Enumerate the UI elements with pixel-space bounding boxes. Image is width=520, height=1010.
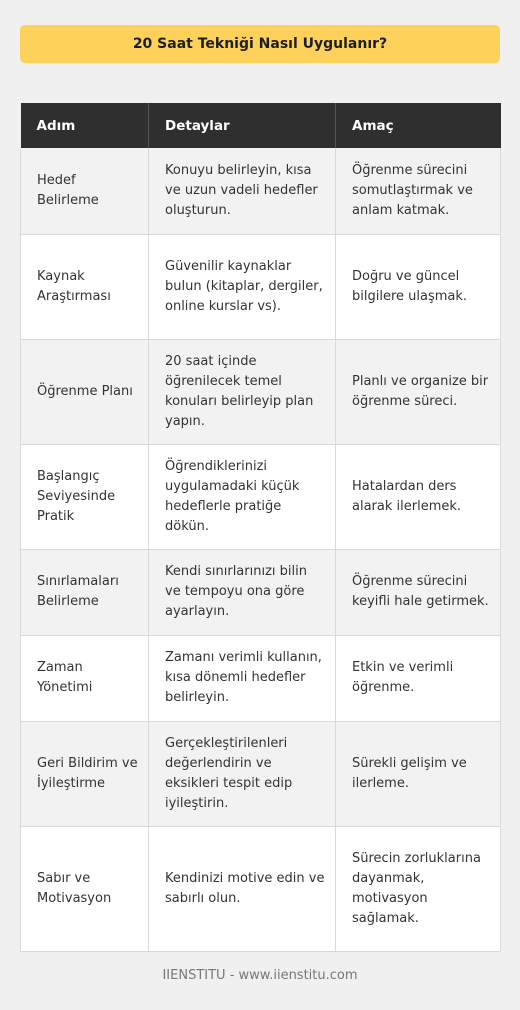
- cell-details: Kendi sınırlarınızı bilin ve tempoyu ona göre ayarlayın.: [149, 549, 336, 635]
- table-row: [21, 148, 501, 234]
- cell-step: Zaman Yönetimi: [21, 635, 149, 721]
- header-details: Detaylar: [149, 103, 336, 148]
- table-row: [21, 826, 501, 951]
- header-purpose: Amaç: [336, 103, 501, 148]
- cell-details: Kendinizi motive edin ve sabırlı olun.: [149, 826, 336, 951]
- table-row: [21, 721, 501, 826]
- cell-step: Başlangıç Seviyesinde Pratik: [21, 444, 149, 549]
- cell-details: Güvenilir kaynaklar bulun (kitaplar, dergiler, online kurslar vs).: [149, 234, 336, 339]
- page-title: 20 Saat Tekniği Nasıl Uygulanır?: [20, 25, 500, 63]
- cell-purpose: Doğru ve güncel bilgilere ulaşmak.: [336, 234, 501, 339]
- table-row: [21, 549, 501, 635]
- cell-step: Hedef Belirleme: [21, 148, 149, 234]
- table-row: [21, 444, 501, 549]
- cell-details: Gerçekleştirilenleri değerlendirin ve eksikleri tespit edip iyileştirin.: [149, 721, 336, 826]
- cell-purpose: Sürecin zorluklarına dayanmak, motivasyon sağlamak.: [336, 826, 501, 951]
- cell-step: Sabır ve Motivasyon: [21, 826, 149, 951]
- table-row: [21, 234, 501, 339]
- cell-purpose: Planlı ve organize bir öğrenme süreci.: [336, 339, 501, 444]
- table-row: [21, 635, 501, 721]
- cell-step: Geri Bildirim ve İyileştirme: [21, 721, 149, 826]
- cell-details: Konuyu belirleyin, kısa ve uzun vadeli hedefler oluşturun.: [149, 148, 336, 234]
- header-step: Adım: [21, 103, 149, 148]
- cell-purpose: Etkin ve verimli öğrenme.: [336, 635, 501, 721]
- table-header-row: [21, 103, 501, 148]
- cell-purpose: Sürekli gelişim ve ilerleme.: [336, 721, 501, 826]
- table-row: [21, 339, 501, 444]
- cell-details: 20 saat içinde öğrenilecek temel konuları belirleyip plan yapın.: [149, 339, 336, 444]
- cell-purpose: Öğrenme sürecini keyifli hale getirmek.: [336, 549, 501, 635]
- cell-step: Sınırlamaları Belirleme: [21, 549, 149, 635]
- cell-details: Zamanı verimli kullanın, kısa dönemli hedefler belirleyin.: [149, 635, 336, 721]
- cell-purpose: Öğrenme sürecini somutlaştırmak ve anlam katmak.: [336, 148, 501, 234]
- cell-step: Kaynak Araştırması: [21, 234, 149, 339]
- footer-credit: IIENSTITU - www.iienstitu.com: [162, 968, 358, 983]
- cell-step: Öğrenme Planı: [21, 339, 149, 444]
- cell-purpose: Hatalardan ders alarak ilerlemek.: [336, 444, 501, 549]
- steps-table: [20, 103, 501, 952]
- cell-details: Öğrendiklerinizi uygulamadaki küçük hedeflerle pratiğe dökün.: [149, 444, 336, 549]
